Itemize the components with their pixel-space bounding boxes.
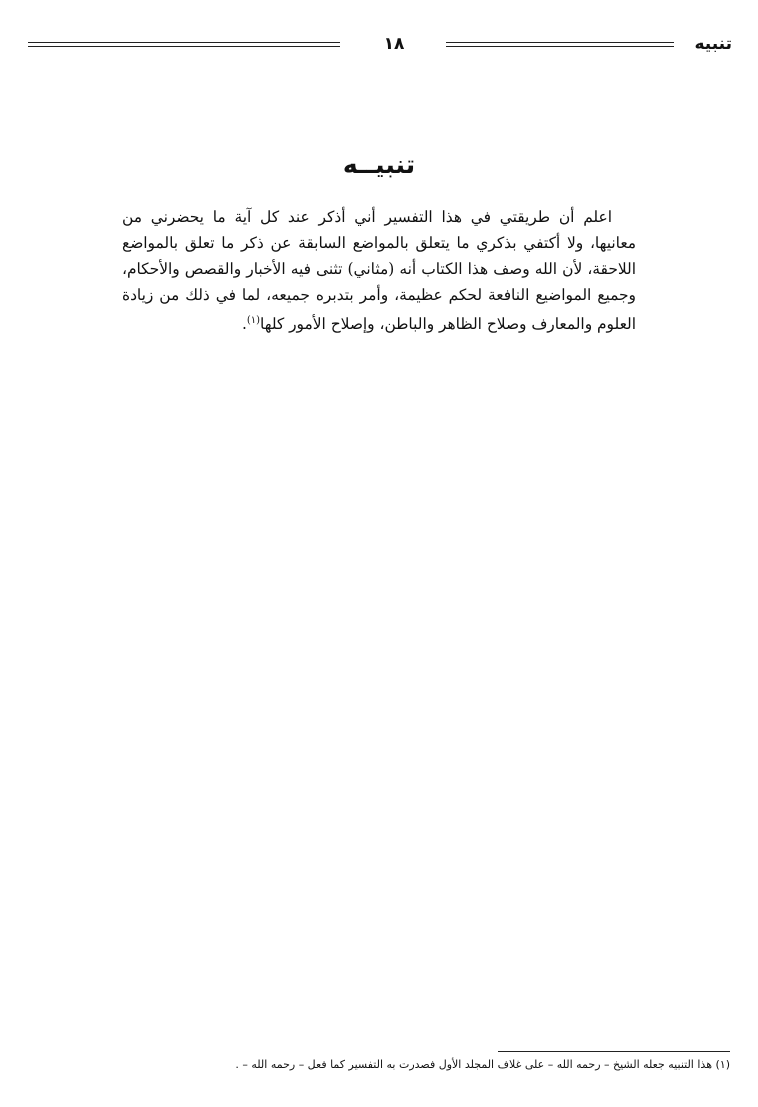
footnote-rule (498, 1051, 730, 1052)
footnote-reference[interactable]: (١) (246, 315, 261, 326)
section-heading: تنبيــه (342, 150, 416, 179)
header-rule-left (28, 42, 340, 47)
paragraph-text: اعلم أن طريقتي في هذا التفسير أني أذكر عند كل آية ما يحضرني من معانيها، ولا أكتفي بذكري ما يتعلق بالمواضع السابقة عن ذكر ما تعلق بالمواضع اللاحقة، لأن الله وصف هذا الكتاب أنه (مثاني) تثنى فيه الأخبار والقصص والأحكام، وجميع المواضيع النافعة لحكم عظيمة، وأمر بتدبره جميعه، لما في ذلك من زيادة العلوم والمعارف وصلاح الظاهر والباطن، وإصلاح الأمور كلها (122, 208, 636, 334)
page-number: ١٨ (383, 34, 405, 54)
running-header (28, 30, 732, 58)
paragraph-end: . (241, 315, 247, 334)
body-paragraph (122, 204, 636, 337)
running-title: تنبيه (694, 34, 732, 54)
footnote: (١) هذا التنبيه جعله الشيخ – رحمه الله – على غلاف المجلد الأول فصدرت به التفسير كما فعل – رحمه الله – . (235, 1058, 730, 1071)
header-rule-right (446, 42, 674, 47)
body-text (122, 204, 636, 337)
